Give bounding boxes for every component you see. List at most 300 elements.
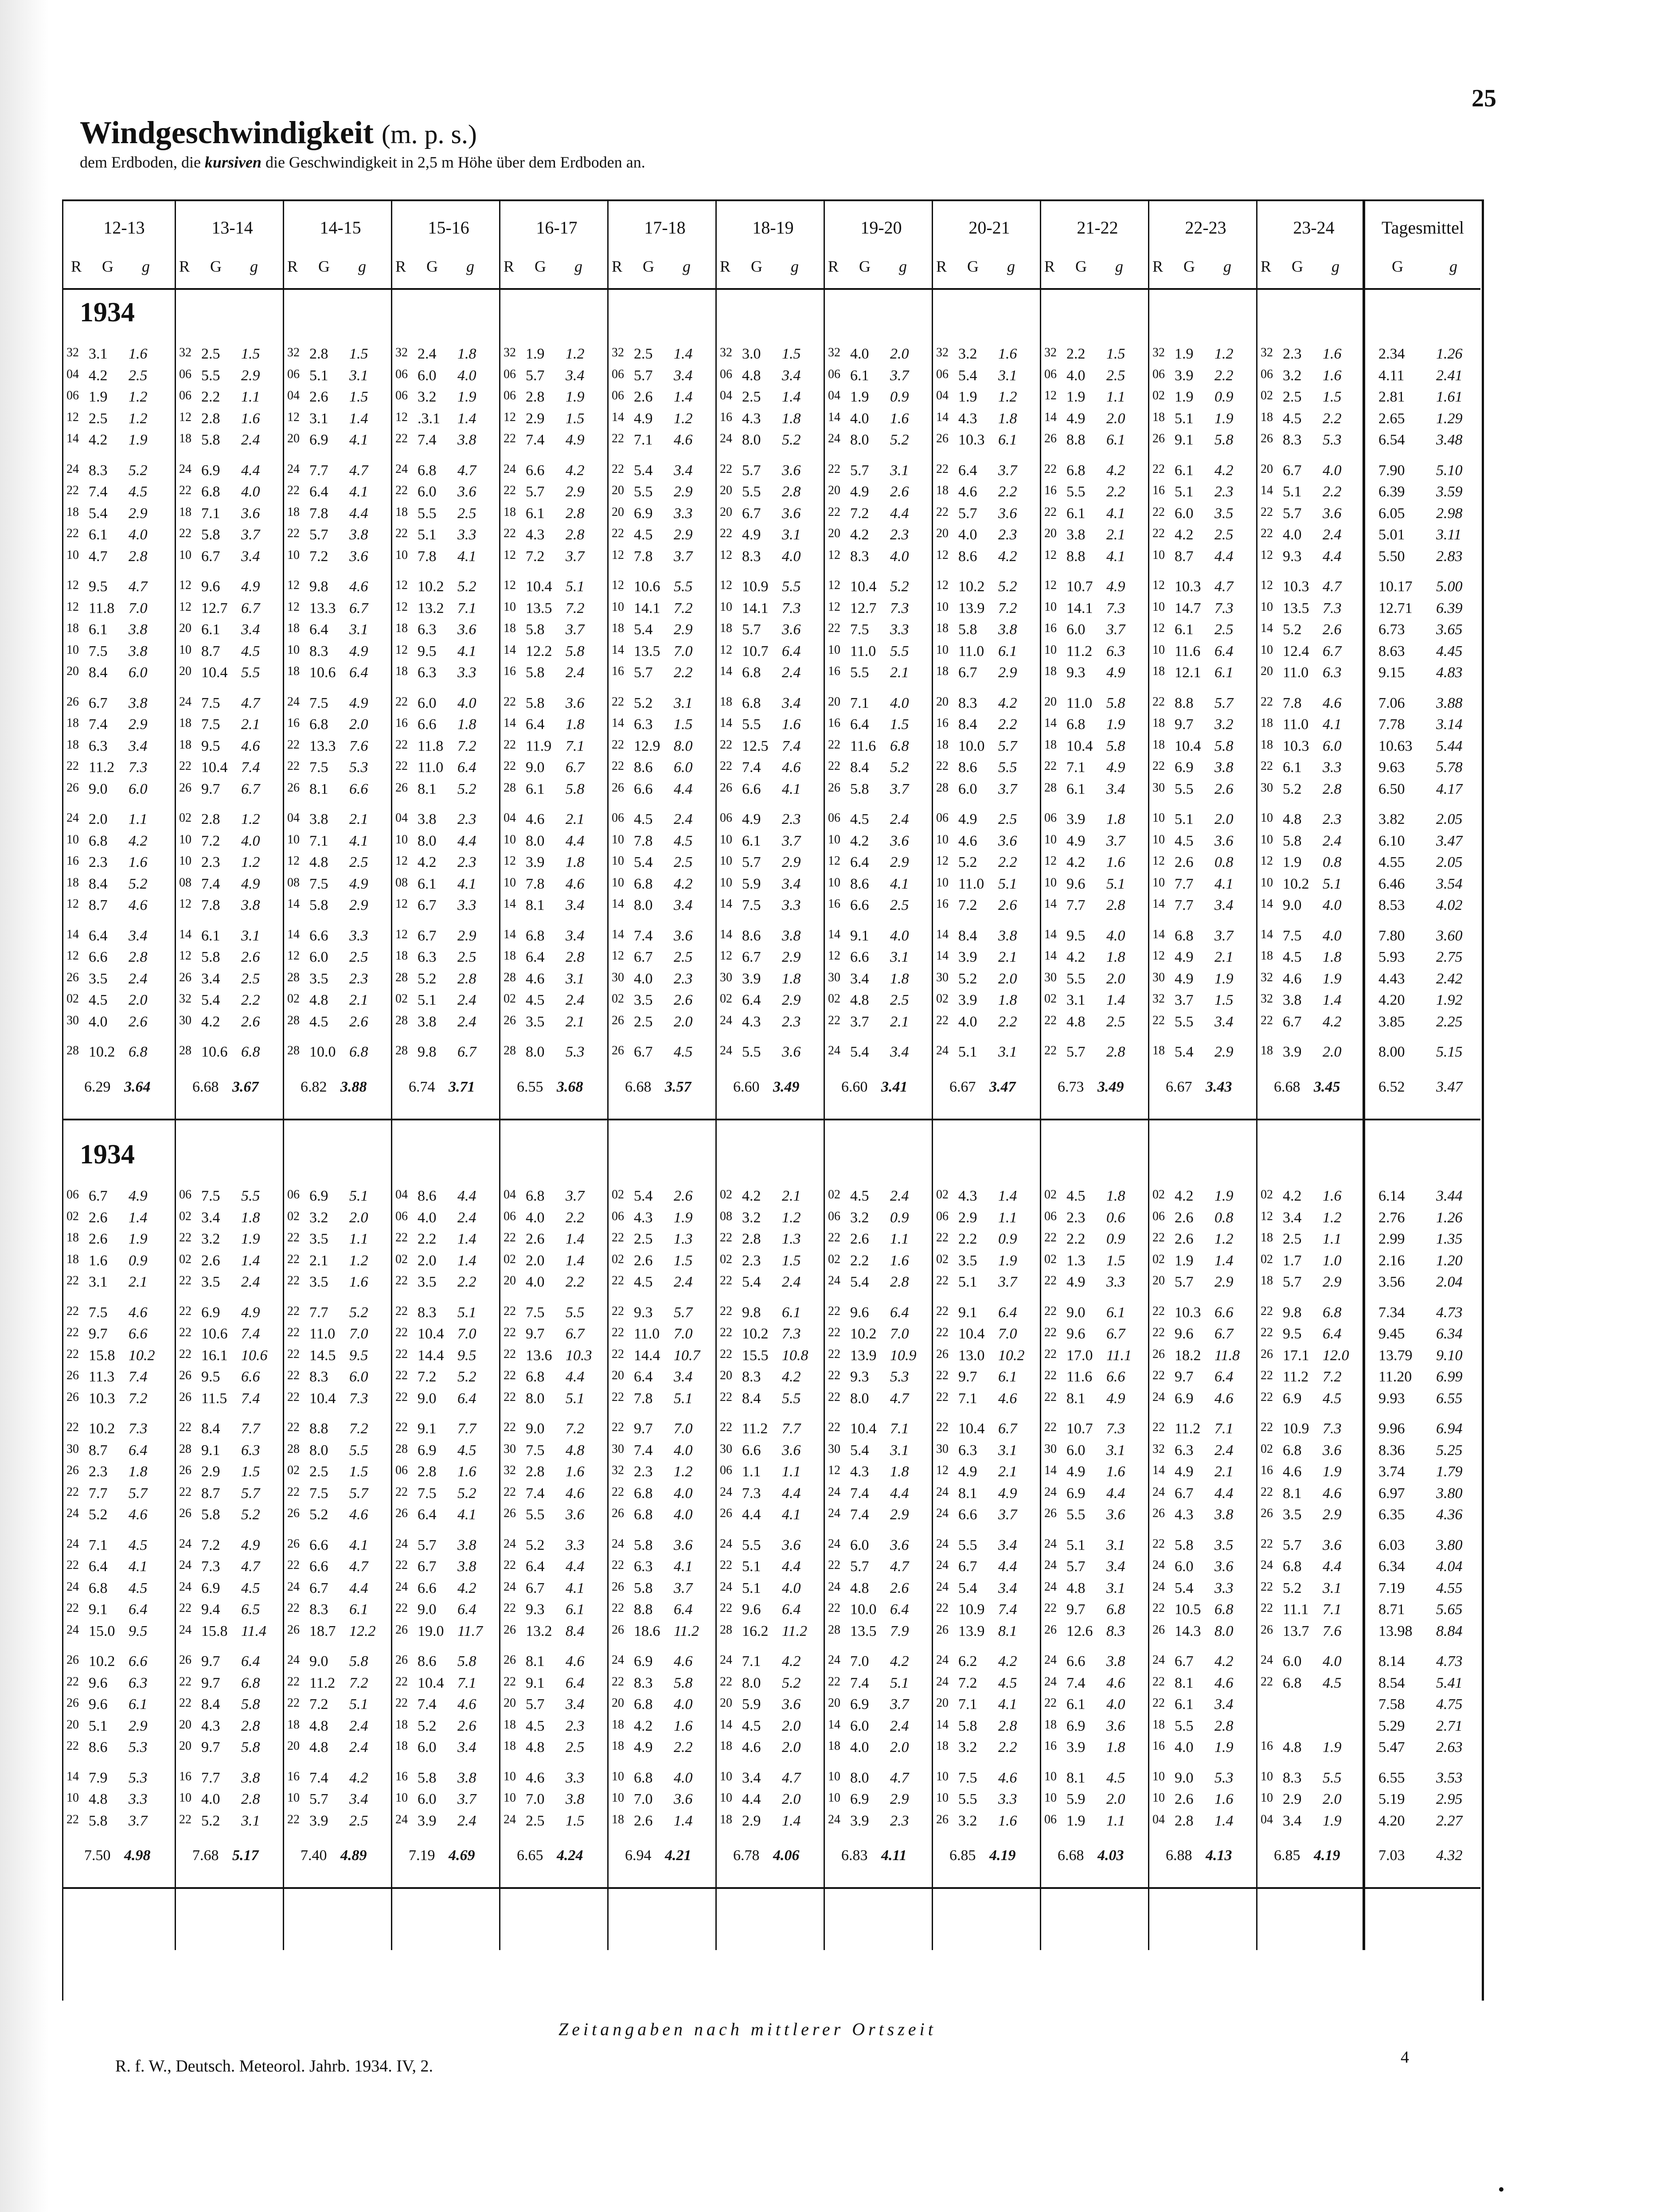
mean-2-5m: 3.41 <box>881 1078 908 1095</box>
cell-speed-2-5m: 5.2 <box>457 780 476 797</box>
daily-mean-2-5m: 4.17 <box>1436 780 1463 797</box>
table-row <box>62 621 1480 644</box>
daily-mean-2-5m: 4.02 <box>1436 897 1463 913</box>
cell-speed-ground: 9.3 <box>634 1304 653 1321</box>
cell-speed-2-5m: 5.8 <box>566 780 585 797</box>
cell-direction: 04 <box>395 1188 408 1202</box>
cell-direction: 26 <box>395 1653 408 1667</box>
daily-mean-2-5m: 4.36 <box>1436 1506 1463 1523</box>
cell-speed-ground: 6.6 <box>634 780 653 797</box>
cell-speed-2-5m: 2.5 <box>1214 527 1234 543</box>
cell-speed-ground: 7.4 <box>418 1696 437 1713</box>
daily-mean-2-5m: 1.26 <box>1436 1209 1463 1226</box>
cell-speed-ground: 5.5 <box>1175 780 1194 797</box>
cell-speed-ground: 3.5 <box>958 1252 977 1269</box>
cell-speed-ground: 9.8 <box>1283 1304 1302 1321</box>
cell-speed-2-5m: 4.0 <box>1323 462 1342 479</box>
cell-direction: 10 <box>828 1791 840 1805</box>
cell-direction: 22 <box>179 1274 191 1287</box>
cell-direction: 24 <box>66 1623 79 1637</box>
cell-direction: 06 <box>720 811 732 825</box>
cell-direction: 10 <box>720 1769 732 1783</box>
cell-direction: 22 <box>936 1274 949 1287</box>
cell-speed-2-5m: 3.3 <box>1106 1274 1125 1290</box>
cell-speed-ground: 5.8 <box>526 621 545 638</box>
subheader-R: R <box>504 257 515 275</box>
cell-speed-2-5m: 2.9 <box>674 484 693 500</box>
scan-mark <box>1499 2187 1503 2192</box>
cell-speed-ground: 5.7 <box>526 367 545 384</box>
cell-speed-2-5m: 1.2 <box>129 389 148 405</box>
cell-speed-2-5m: 3.6 <box>782 1537 801 1553</box>
cell-speed-2-5m: 5.3 <box>1214 1769 1234 1786</box>
cell-speed-2-5m: 1.4 <box>998 1188 1017 1204</box>
cell-speed-2-5m: 3.3 <box>1214 1580 1234 1596</box>
cell-speed-ground: 2.1 <box>309 1252 328 1269</box>
cell-speed-ground: 3.2 <box>958 346 977 362</box>
cell-direction: 22 <box>720 759 732 773</box>
cell-direction: 22 <box>720 1674 732 1689</box>
subheader-R: R <box>1044 257 1055 275</box>
cell-speed-2-5m: 4.9 <box>241 1537 260 1553</box>
cell-speed-2-5m: 8.3 <box>1106 1623 1125 1639</box>
cell-speed-ground: 6.6 <box>418 1580 437 1596</box>
cell-speed-ground: 2.6 <box>89 1231 108 1247</box>
cell-direction: 24 <box>936 1044 949 1057</box>
cell-speed-2-5m: 7.0 <box>129 600 148 616</box>
cell-speed-2-5m: 2.6 <box>674 1188 693 1204</box>
cell-speed-2-5m: 2.9 <box>349 897 368 913</box>
cell-speed-ground: 8.8 <box>634 1601 653 1618</box>
cell-speed-2-5m: 2.6 <box>349 1013 368 1030</box>
cell-speed-2-5m: 5.8 <box>457 1653 476 1670</box>
cell-direction: 22 <box>395 1347 408 1361</box>
cell-speed-2-5m: 2.1 <box>782 1188 801 1204</box>
cell-direction: 18 <box>828 1739 840 1753</box>
cell-speed-ground: 2.3 <box>1066 1209 1085 1226</box>
cell-speed-2-5m: 3.8 <box>457 1537 476 1553</box>
cell-speed-2-5m: 1.2 <box>674 410 693 427</box>
cell-speed-ground: 1.1 <box>742 1463 761 1480</box>
cell-speed-2-5m: 11.4 <box>241 1623 266 1639</box>
cell-speed-ground: 10.6 <box>309 664 336 681</box>
scan-gutter <box>0 0 49 2212</box>
cell-direction: 22 <box>66 1674 79 1689</box>
cell-speed-ground: 9.4 <box>201 1601 220 1618</box>
cell-speed-2-5m: 3.4 <box>129 737 148 754</box>
cell-direction: 22 <box>287 1369 300 1382</box>
cell-speed-2-5m: 2.0 <box>1323 1791 1342 1807</box>
cell-direction: 14 <box>1044 716 1057 730</box>
cell-speed-2-5m: 4.0 <box>782 548 801 565</box>
daily-mean-2-5m: 3.80 <box>1436 1485 1463 1502</box>
cell-speed-ground: 10.5 <box>1175 1601 1201 1618</box>
cell-speed-ground: 8.3 <box>89 462 108 479</box>
subheader-R: R <box>287 257 298 275</box>
daily-mean-ground: 5.29 <box>1378 1717 1405 1734</box>
cell-speed-ground: 4.0 <box>418 1209 437 1226</box>
cell-direction: 20 <box>1261 664 1273 678</box>
cell-speed-2-5m: 3.1 <box>1106 1537 1125 1553</box>
cell-direction: 28 <box>179 1044 191 1057</box>
cell-speed-ground: 5.1 <box>742 1580 761 1596</box>
cell-speed-ground: 7.5 <box>309 694 328 711</box>
cell-speed-ground: 14.4 <box>634 1347 660 1364</box>
daily-mean-ground: 5.47 <box>1378 1739 1405 1756</box>
cell-direction: 16 <box>936 897 949 911</box>
cell-speed-2-5m: 3.8 <box>1214 759 1234 776</box>
cell-direction: 06 <box>504 367 516 381</box>
cell-speed-ground: 7.2 <box>309 1696 328 1713</box>
cell-speed-2-5m: 2.6 <box>890 1580 909 1596</box>
cell-speed-ground: 4.0 <box>89 1013 108 1030</box>
cell-speed-2-5m: 4.2 <box>782 1369 801 1385</box>
cell-direction: 10 <box>1044 832 1057 847</box>
cell-direction: 22 <box>1261 1537 1273 1551</box>
cell-direction: 22 <box>504 484 516 497</box>
cell-speed-ground: .3.1 <box>418 410 440 427</box>
cell-speed-ground: 4.5 <box>634 527 653 543</box>
cell-speed-ground: 8.0 <box>850 1769 869 1786</box>
cell-speed-ground: 4.8 <box>526 1739 545 1756</box>
cell-direction: 22 <box>395 1231 408 1244</box>
cell-direction: 22 <box>504 1674 516 1689</box>
cell-speed-2-5m: 4.9 <box>1106 578 1125 595</box>
cell-speed-2-5m: 7.1 <box>457 600 476 616</box>
cell-speed-2-5m: 2.0 <box>890 1739 909 1756</box>
cell-speed-ground: 6.0 <box>418 484 437 500</box>
cell-speed-2-5m: 4.9 <box>566 432 585 448</box>
cell-speed-ground: 11.0 <box>850 643 876 659</box>
cell-speed-2-5m: 2.4 <box>457 1812 476 1829</box>
cell-direction: 12 <box>287 949 300 963</box>
cell-direction: 10 <box>179 854 191 868</box>
cell-direction: 10 <box>828 643 840 657</box>
cell-direction: 10 <box>66 548 79 562</box>
cell-speed-ground: 10.4 <box>309 1390 336 1407</box>
table-row <box>62 484 1480 507</box>
cell-direction: 14 <box>504 716 516 730</box>
cell-direction: 10 <box>395 548 408 562</box>
cell-speed-ground: 5.4 <box>742 1274 761 1290</box>
cell-speed-2-5m: 4.0 <box>1323 927 1342 944</box>
cell-speed-ground: 14.1 <box>634 600 660 616</box>
table-row <box>62 897 1480 920</box>
subheader-G: G <box>1183 257 1195 275</box>
cell-speed-ground: 3.9 <box>742 970 761 987</box>
cell-direction: 12 <box>395 578 408 592</box>
cell-speed-ground: 6.9 <box>634 1653 653 1670</box>
cell-speed-2-5m: 2.9 <box>890 854 909 870</box>
cell-speed-2-5m: 5.2 <box>782 432 801 448</box>
cell-direction: 18 <box>179 716 191 730</box>
cell-speed-ground: 5.5 <box>742 484 761 500</box>
cell-speed-ground: 9.0 <box>418 1390 437 1407</box>
cell-speed-2-5m: 3.6 <box>457 484 476 500</box>
cell-speed-2-5m: 4.4 <box>349 1580 368 1596</box>
subheader-G: G <box>210 257 222 275</box>
cell-speed-ground: 2.5 <box>634 1013 653 1030</box>
cell-speed-ground: 16.2 <box>742 1623 769 1639</box>
cell-direction: 24 <box>66 1537 79 1551</box>
cell-speed-ground: 4.3 <box>958 410 977 427</box>
cell-direction: 14 <box>1152 1463 1165 1477</box>
cell-speed-ground: 4.6 <box>1283 1463 1302 1480</box>
cell-speed-ground: 2.6 <box>1175 1209 1194 1226</box>
cell-speed-ground: 6.8 <box>634 1506 653 1523</box>
cell-speed-ground: 13.7 <box>1283 1623 1309 1639</box>
mean-2-5m: 4.69 <box>449 1847 475 1864</box>
cell-speed-2-5m: 9.5 <box>129 1623 148 1639</box>
cell-speed-2-5m: 2.9 <box>890 1506 909 1523</box>
daily-mean-ground: 2.65 <box>1378 410 1405 427</box>
cell-speed-2-5m: 2.2 <box>1214 367 1234 384</box>
cell-direction: 04 <box>936 389 949 402</box>
cell-direction: 22 <box>612 1304 624 1318</box>
cell-direction: 28 <box>287 970 300 984</box>
cell-direction: 20 <box>179 1739 191 1753</box>
cell-speed-ground: 14.3 <box>1175 1623 1201 1639</box>
daily-mean-2-5m: 5.65 <box>1436 1601 1463 1618</box>
cell-speed-2-5m: 4.2 <box>1323 1013 1342 1030</box>
cell-speed-ground: 2.9 <box>526 410 545 427</box>
cell-speed-2-5m: 3.6 <box>674 1537 693 1553</box>
cell-speed-ground: 11.2 <box>1283 1369 1309 1385</box>
cell-speed-2-5m: 1.6 <box>1106 854 1125 870</box>
cell-speed-ground: 4.8 <box>850 1580 869 1596</box>
table-row <box>62 505 1480 528</box>
cell-direction: 14 <box>1261 484 1273 497</box>
daily-mean-2-5m: 2.63 <box>1436 1739 1463 1756</box>
cell-direction: 20 <box>287 432 300 445</box>
cell-speed-2-5m: 4.4 <box>998 1558 1017 1575</box>
cell-speed-ground: 1.9 <box>958 389 977 405</box>
cell-speed-ground: 6.8 <box>742 694 761 711</box>
cell-direction: 22 <box>395 1696 408 1710</box>
cell-direction: 20 <box>612 1696 624 1710</box>
cell-direction: 26 <box>66 780 79 795</box>
cell-speed-2-5m: 5.5 <box>998 759 1017 776</box>
cell-speed-2-5m: 2.0 <box>129 992 148 1008</box>
cell-speed-ground: 2.6 <box>201 1252 220 1269</box>
cell-speed-2-5m: 3.1 <box>349 621 368 638</box>
cell-direction: 24 <box>720 1653 732 1667</box>
subheader-G: G <box>426 257 438 275</box>
cell-speed-2-5m: 6.4 <box>674 1601 693 1618</box>
cell-direction: 18 <box>287 505 300 519</box>
cell-speed-2-5m: 3.6 <box>1214 1558 1234 1575</box>
cell-direction: 14 <box>1044 949 1057 963</box>
cell-speed-ground: 10.0 <box>850 1601 877 1618</box>
cell-speed-2-5m: 7.0 <box>674 643 693 659</box>
cell-speed-2-5m: 3.4 <box>890 1044 909 1060</box>
cell-speed-ground: 6.0 <box>418 367 437 384</box>
cell-speed-ground: 6.7 <box>418 927 437 944</box>
cell-speed-2-5m: 3.5 <box>1214 505 1234 522</box>
cell-direction: 22 <box>1261 1485 1273 1499</box>
cell-direction: 12 <box>66 949 79 963</box>
daily-mean-ground: 3.56 <box>1378 1274 1405 1290</box>
cell-direction: 18 <box>1152 716 1165 730</box>
cell-direction: 16 <box>612 664 624 678</box>
cell-direction: 26 <box>395 1506 408 1520</box>
cell-speed-ground: 4.9 <box>1175 949 1194 965</box>
cell-speed-2-5m: 7.2 <box>998 600 1017 616</box>
cell-speed-ground: 8.4 <box>958 716 977 733</box>
cell-speed-ground: 10.6 <box>201 1044 228 1060</box>
cell-speed-ground: 8.3 <box>742 1369 761 1385</box>
cell-speed-2-5m: 4.2 <box>1214 1653 1234 1670</box>
cell-speed-2-5m: 5.8 <box>1214 432 1234 448</box>
cell-speed-ground: 11.5 <box>201 1390 227 1407</box>
cell-speed-2-5m: 5.1 <box>566 1390 585 1407</box>
cell-direction: 22 <box>1152 462 1165 476</box>
cell-speed-2-5m: 4.1 <box>1323 716 1342 733</box>
daily-mean-ground: 7.58 <box>1378 1696 1405 1713</box>
cell-direction: 26 <box>66 1653 79 1667</box>
cell-direction: 26 <box>179 1653 191 1667</box>
cell-direction: 12 <box>828 548 840 562</box>
cell-speed-ground: 5.7 <box>1283 1537 1302 1553</box>
cell-speed-2-5m: 6.8 <box>1106 1601 1125 1618</box>
cell-direction: 06 <box>936 1209 949 1223</box>
cell-direction: 32 <box>1152 346 1165 359</box>
subheader-g: g <box>1115 257 1123 275</box>
cell-speed-2-5m: 6.4 <box>1323 1326 1342 1342</box>
cell-speed-ground: 6.9 <box>418 1442 437 1459</box>
cell-direction: 22 <box>504 1304 516 1318</box>
cell-speed-ground: 7.5 <box>1283 927 1302 944</box>
cell-direction: 32 <box>612 346 624 359</box>
cell-speed-ground: 5.5 <box>201 367 220 384</box>
cell-speed-ground: 6.8 <box>634 1696 653 1713</box>
cell-speed-ground: 6.7 <box>958 1558 977 1575</box>
cell-direction: 26 <box>612 1013 624 1027</box>
cell-direction: 22 <box>612 1231 624 1244</box>
cell-direction: 20 <box>828 1696 840 1710</box>
cell-speed-ground: 4.6 <box>526 970 545 987</box>
cell-speed-ground: 7.7 <box>201 1769 220 1786</box>
daily-mean-ground: 6.10 <box>1378 832 1405 849</box>
cell-speed-2-5m: 1.4 <box>457 410 476 427</box>
cell-speed-ground: 4.2 <box>201 1013 220 1030</box>
cell-direction: 22 <box>504 1369 516 1382</box>
cell-speed-2-5m: 2.6 <box>998 897 1017 913</box>
cell-speed-2-5m: 10.2 <box>998 1347 1025 1364</box>
cell-direction: 10 <box>828 1769 840 1783</box>
cell-speed-2-5m: 2.5 <box>349 854 368 870</box>
cell-direction: 20 <box>720 484 732 497</box>
cell-speed-ground: 5.8 <box>526 664 545 681</box>
cell-speed-ground: 7.4 <box>634 927 653 944</box>
cell-speed-2-5m: 6.4 <box>129 1442 148 1459</box>
table-row <box>62 1696 1480 1719</box>
cell-direction: 08 <box>720 1209 732 1223</box>
cell-direction: 22 <box>287 1558 300 1572</box>
cell-speed-ground: 1.6 <box>89 1252 108 1269</box>
daily-mean-2-5m: 2.41 <box>1436 367 1463 384</box>
cell-speed-2-5m: 5.8 <box>241 1739 260 1756</box>
cell-speed-2-5m: 7.0 <box>998 1326 1017 1342</box>
cell-direction: 10 <box>936 600 949 614</box>
cell-speed-ground: 6.1 <box>1066 1696 1085 1713</box>
cell-speed-2-5m: 7.4 <box>241 1326 260 1342</box>
cell-direction: 24 <box>936 1537 949 1551</box>
cell-speed-ground: 4.3 <box>634 1209 653 1226</box>
mean-2-5m: 3.68 <box>557 1078 583 1095</box>
cell-direction: 04 <box>720 389 732 402</box>
page-title <box>80 114 477 151</box>
cell-speed-2-5m: 6.3 <box>129 1674 148 1691</box>
cell-speed-ground: 17.1 <box>1283 1347 1309 1364</box>
cell-speed-2-5m: 7.3 <box>349 1390 368 1407</box>
cell-direction: 16 <box>1152 1739 1165 1753</box>
mean-ground: 6.85 <box>949 1847 976 1864</box>
cell-speed-ground: 4.8 <box>1066 1013 1085 1030</box>
cell-speed-2-5m: 0.9 <box>1214 389 1234 405</box>
cell-speed-ground: 6.1 <box>418 875 437 892</box>
daily-mean-2-5m: 2.27 <box>1436 1812 1463 1829</box>
cell-speed-2-5m: 2.5 <box>674 949 693 965</box>
cell-direction: 10 <box>287 1791 300 1805</box>
cell-speed-2-5m: 4.7 <box>349 1558 368 1575</box>
daily-mean-2-5m: 4.55 <box>1436 1580 1463 1596</box>
cell-speed-2-5m: 3.6 <box>890 832 909 849</box>
cell-direction: 26 <box>612 1506 624 1520</box>
mean-ground: 6.65 <box>517 1847 543 1864</box>
cell-speed-ground: 6.9 <box>201 1580 220 1596</box>
cell-speed-ground: 10.2 <box>742 1326 769 1342</box>
cell-speed-ground: 7.4 <box>89 484 108 500</box>
cell-direction: 24 <box>395 1537 408 1551</box>
cell-speed-2-5m: 1.6 <box>890 1252 909 1269</box>
cell-direction: 10 <box>1044 875 1057 889</box>
cell-speed-ground: 9.5 <box>1066 927 1085 944</box>
cell-direction: 22 <box>1044 1013 1057 1027</box>
cell-speed-2-5m: 7.2 <box>566 600 585 616</box>
cell-speed-2-5m: 3.4 <box>782 367 801 384</box>
cell-speed-ground: 6.4 <box>89 1558 108 1575</box>
cell-speed-ground: 4.6 <box>526 1769 545 1786</box>
cell-speed-2-5m: 4.0 <box>674 1506 693 1523</box>
cell-direction: 22 <box>179 1601 191 1615</box>
daily-mean-ground: 10.17 <box>1378 578 1413 595</box>
cell-direction: 04 <box>504 811 516 825</box>
cell-direction: 22 <box>504 432 516 445</box>
daily-mean-ground: 6.54 <box>1378 432 1405 448</box>
cell-speed-ground: 5.4 <box>201 992 220 1008</box>
cell-direction: 18 <box>504 621 516 635</box>
cell-direction: 02 <box>1044 992 1057 1006</box>
cell-speed-ground: 9.0 <box>1066 1304 1085 1321</box>
daily-mean-ground: 4.11 <box>1378 367 1405 384</box>
table-row <box>62 389 1480 412</box>
cell-direction: 06 <box>179 389 191 402</box>
cell-speed-ground: 5.1 <box>89 1717 108 1734</box>
cell-direction: 22 <box>395 1420 408 1434</box>
cell-direction: 10 <box>1261 832 1273 847</box>
cell-speed-2-5m: 5.2 <box>890 578 909 595</box>
subheader-g: g <box>250 257 258 275</box>
cell-speed-2-5m: 6.1 <box>1106 432 1125 448</box>
table-row <box>62 600 1480 623</box>
cell-speed-2-5m: 0.6 <box>1106 1209 1125 1226</box>
cell-speed-2-5m: 6.6 <box>129 1326 148 1342</box>
cell-direction: 06 <box>504 389 516 402</box>
cell-speed-2-5m: 10.6 <box>241 1347 268 1364</box>
cell-direction: 06 <box>612 811 624 825</box>
cell-direction: 22 <box>504 1231 516 1244</box>
